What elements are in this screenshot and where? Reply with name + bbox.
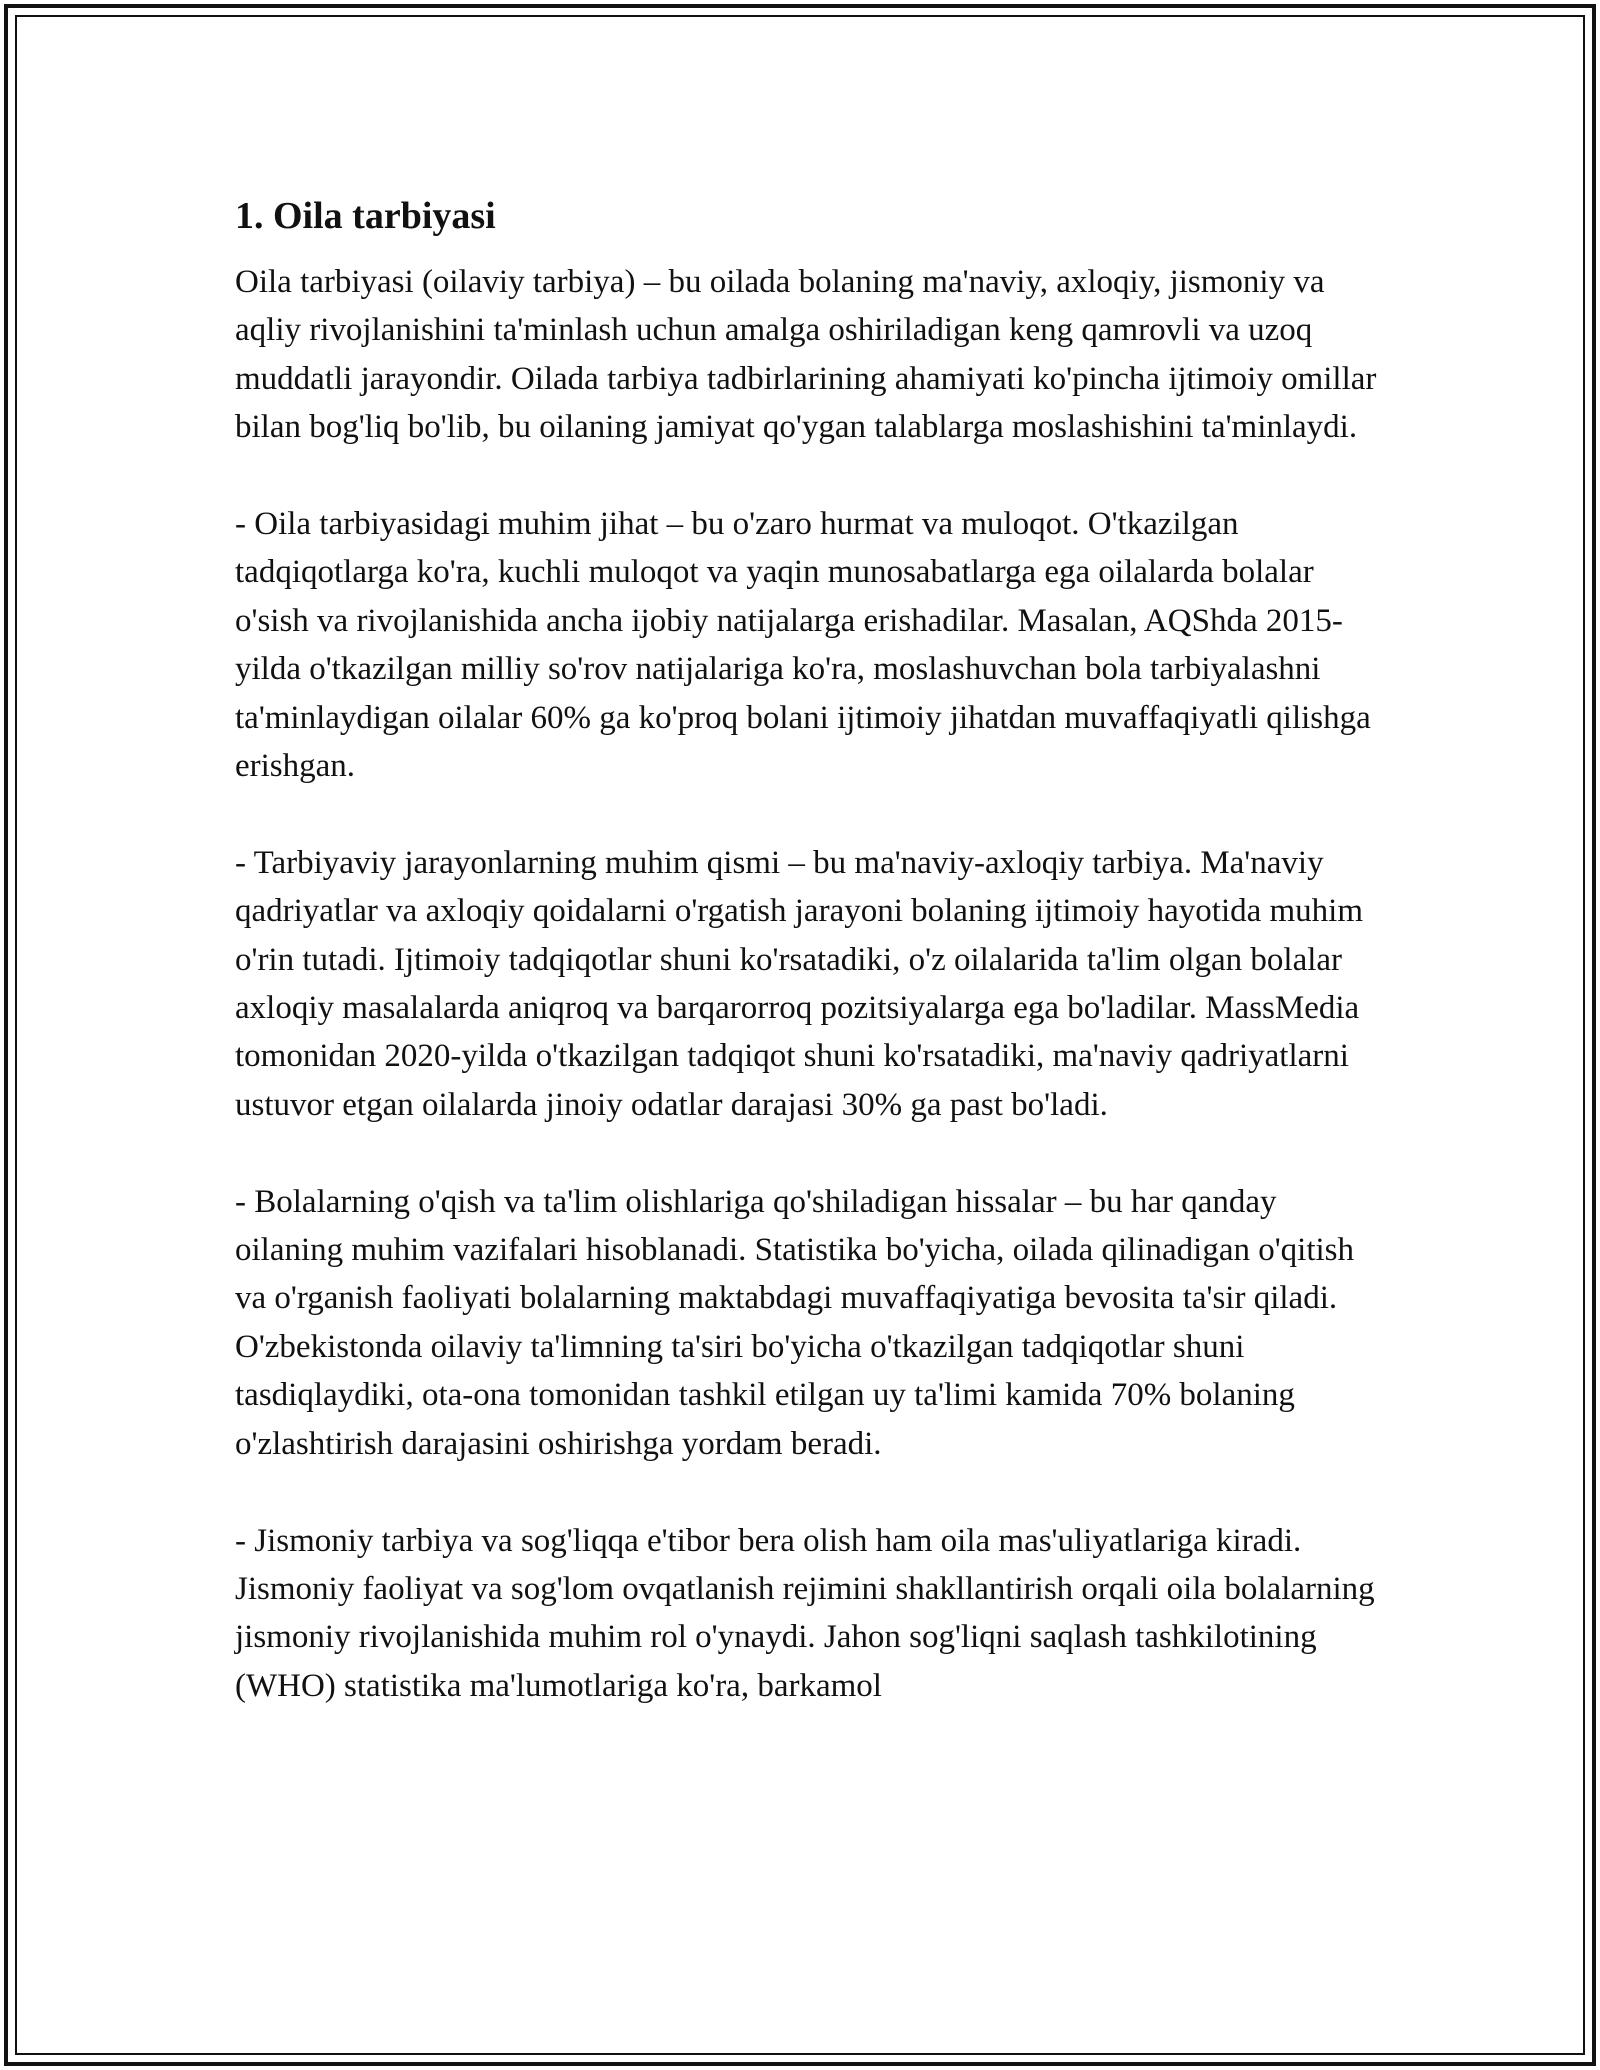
paragraph-intro: Oila tarbiyasi (oilaviy tarbiya) – bu oilada bolaning ma'naviy, axloqiy, jismoniy va aqliy rivojlanishini ta'minlash uchun amalga oshiriladigan keng qamrovli va uzoq muddatli jarayondir. Oilada tarbiya tadbirlarining ahamiyati ko'pincha ijtimoiy omillar bilan bog'liq bo'lib, bu oilaning jamiyat qo'ygan talablarga moslashishini ta'minlaydi. (235, 264, 1377, 446)
paragraph-learning-contribution: - Bolalarning o'qish va ta'lim olishlariga qo'shiladigan hissalar – bu har qanday oilaning muhim vazifalari hisoblanadi. Statistika bo'yicha, oilada qilinadigan o'qitish va o'rganish faoliyati bolalarning maktabdagi muvaffaqiyatiga bevosita ta'sir qiladi. O'zbekistonda oilaviy ta'limning ta'siri bo'yicha o'tkazilgan tadqiqotlar shuni tasdiqlaydiki, ota-ona tomonidan tashkil etilgan uy ta'limi kamida 70% bolaning o'zlashtirish darajasini oshirishga yordam beradi. (235, 1183, 1355, 1462)
paragraph-moral-education: - Tarbiyaviy jarayonlarning muhim qismi – bu ma'naviy-axloqiy tarbiya. Ma'naviy qadriyatlar va axloqiy qoidalarni o'rgatish jarayoni bolaning ijtimoiy hayotida muhim o'rin tutadi. Ijtimoiy tadqiqotlar shuni ko'rsatadiki, o'z oilalarida ta'lim olgan bolalar axloqiy masalalarda aniqroq va barqarorroq pozitsiyalarga ega bo'ladilar. MassMedia tomonidan 2020-yilda o'tkazilgan tadqiqot shuni ko'rsatadiki, ma'naviy qadriyatlarni ustuvor etgan oilalarda jinoiy odatlar darajasi 30% ga past bo'ladi. (235, 844, 1364, 1123)
section-heading: 1. Oila tarbiyasi (235, 195, 496, 237)
paragraph-mutual-respect: - Oila tarbiyasidagi muhim jihat – bu o'zaro hurmat va muloqot. O'tkazilgan tadqiqotlarga ko'ra, kuchli muloqot va yaqin munosabatlarga ega oilalarda bolalar o'sish va rivojlanishida ancha ijobiy natijalarga erishadilar. Masalan, AQShda 2015-yilda o'tkazilgan milliy so'rov natijalariga ko'ra, moslashuvchan bola tarbiyalashni ta'minlaydigan oilalar 60% ga ko'proq bolani ijtimoiy jihatdan muvaffaqiyatli qilishga erishgan. (235, 506, 1371, 785)
document-body (235, 188, 1380, 1710)
paragraph-physical-health: - Jismoniy tarbiya va sog'liqqa e'tibor bera olish ham oila mas'uliyatlariga kiradi. Jismoniy faoliyat va sog'lom ovqatlanish rejimini shakllantirish orqali oila bolalarning jismoniy rivojlanishida muhim rol o'ynaydi. Jahon sog'liqni saqlash tashkilotining (WHO) statistika ma'lumotlariga ko'ra, barkamol (235, 1522, 1375, 1704)
